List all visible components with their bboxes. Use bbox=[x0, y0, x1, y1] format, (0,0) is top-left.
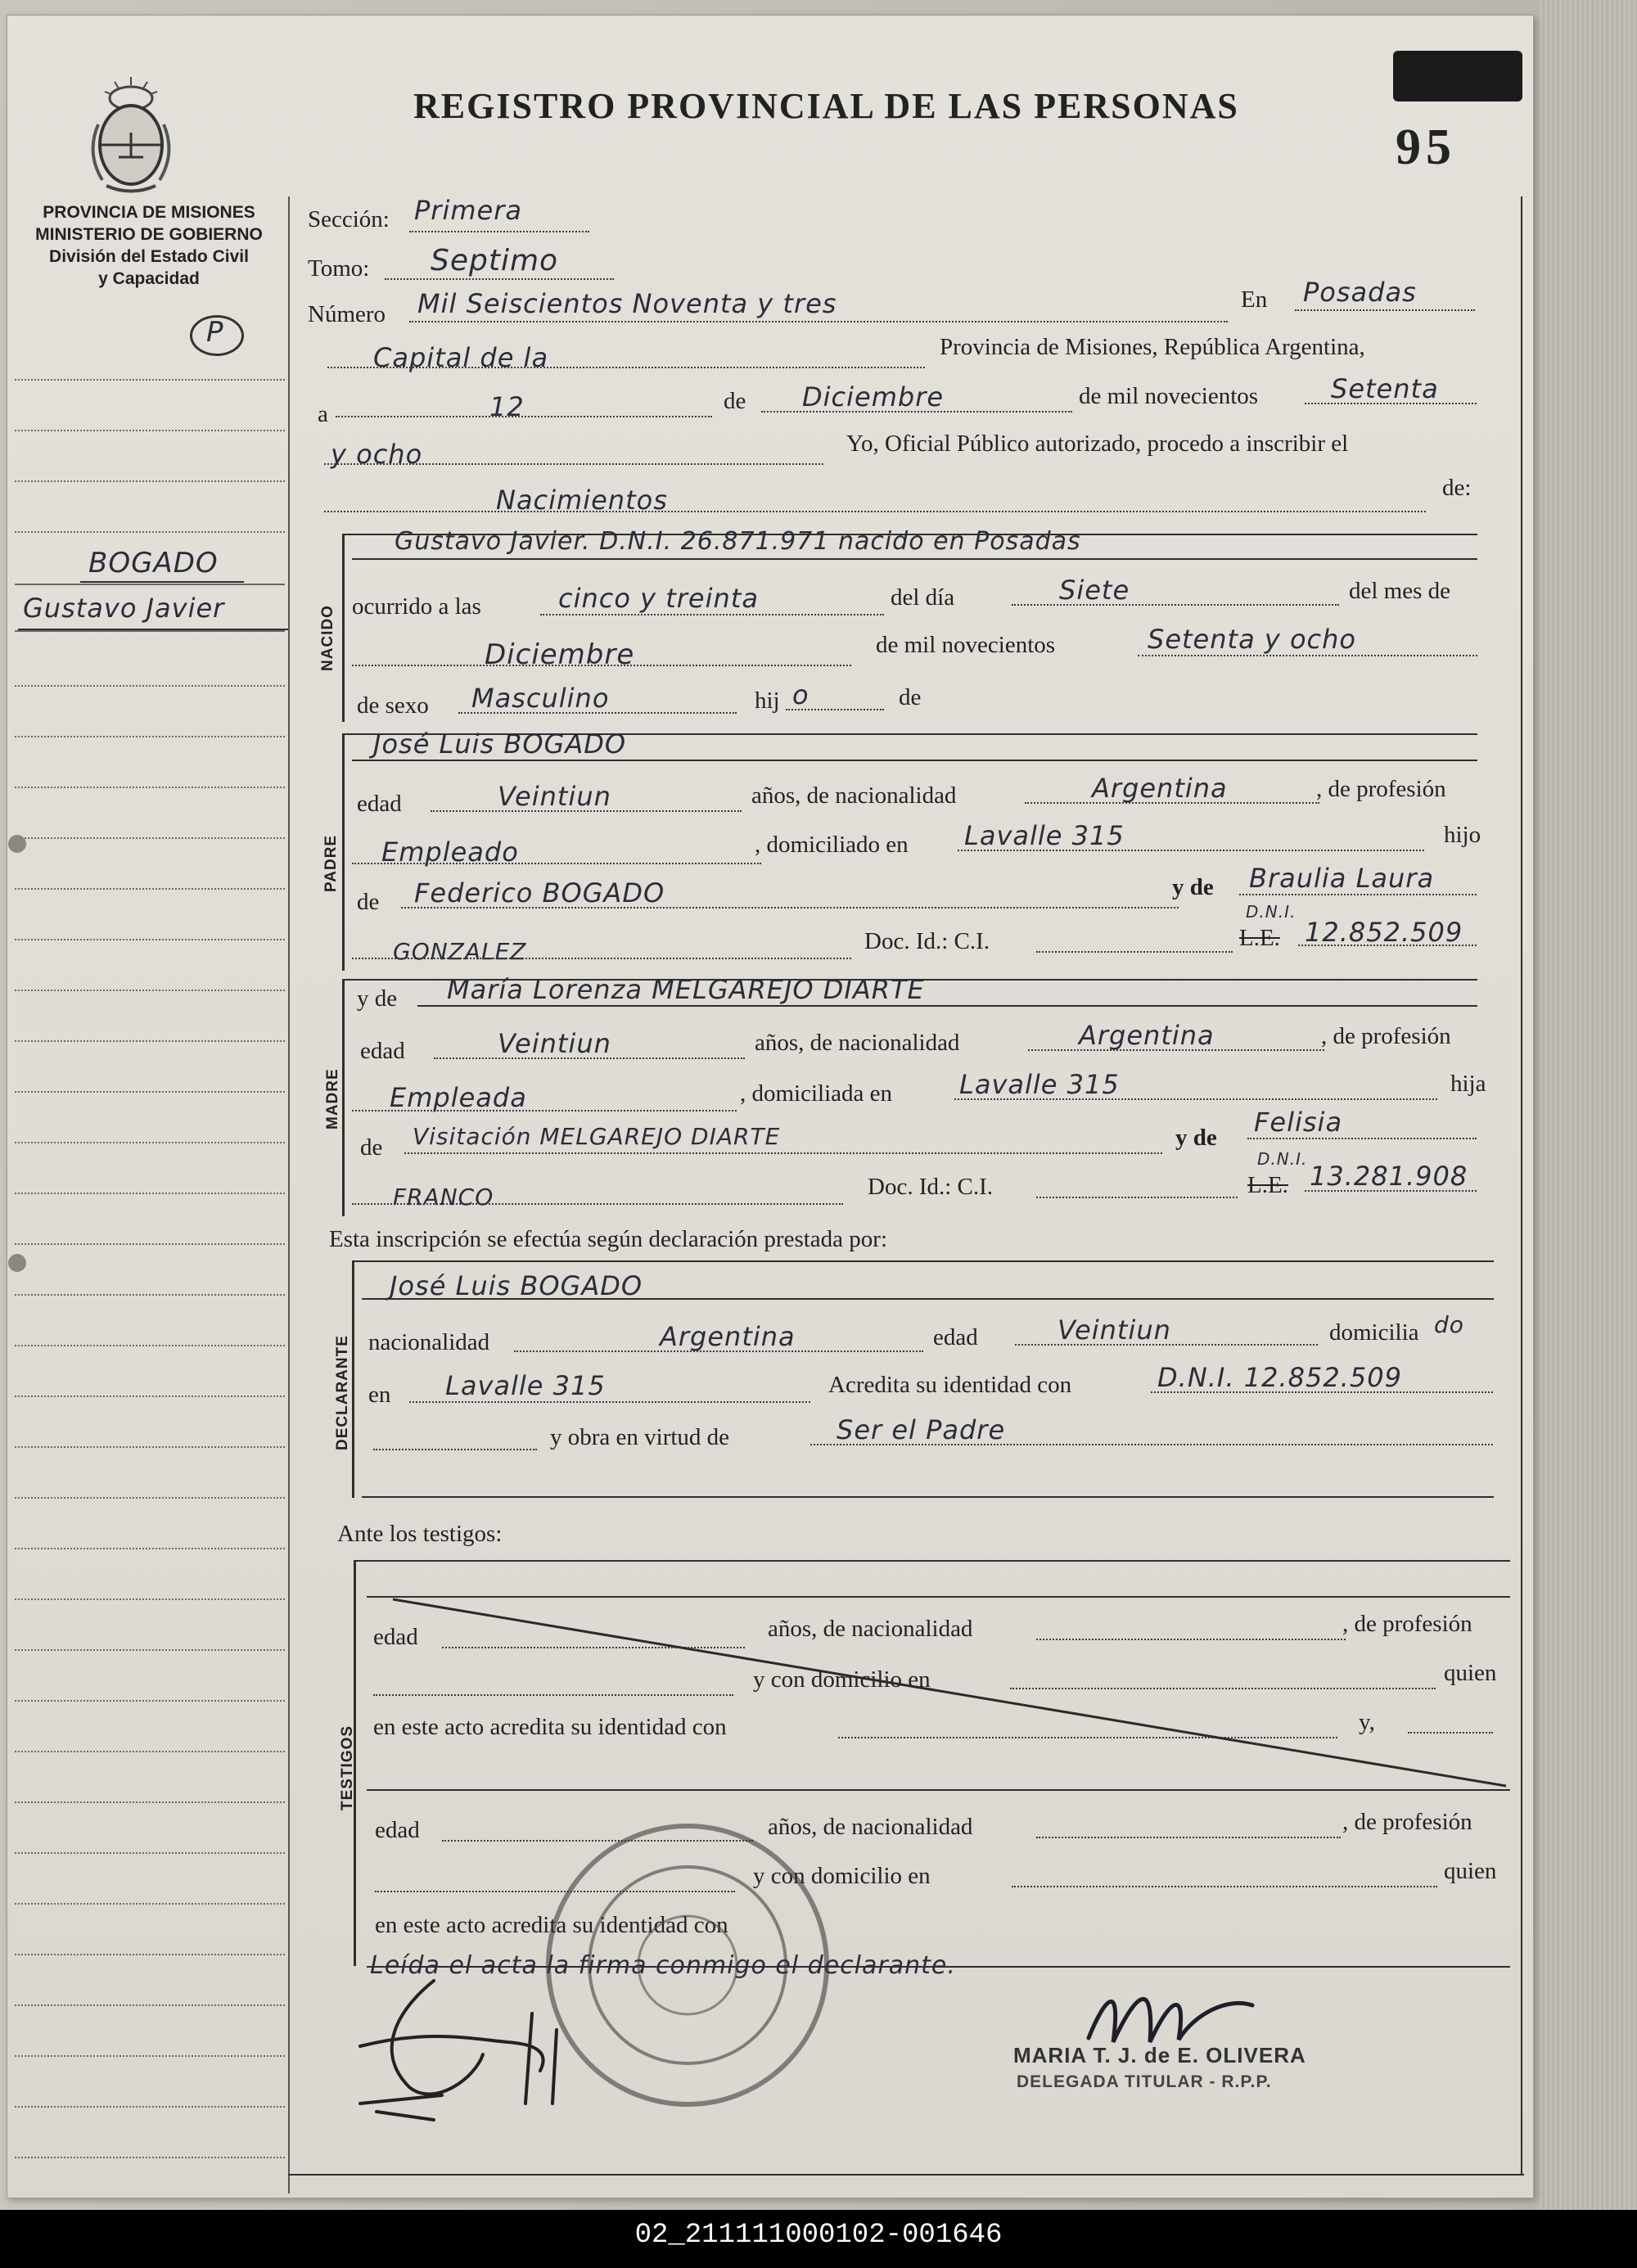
field-line bbox=[352, 558, 1477, 560]
madre-doc-type-new: D.N.I. bbox=[1257, 1149, 1308, 1169]
field-line bbox=[417, 1005, 1477, 1007]
office-line-4: y Capacidad bbox=[98, 269, 200, 288]
madre-yde-label: y de bbox=[357, 985, 398, 1012]
padre-mother-value-cont: GONZALEZ bbox=[393, 938, 527, 965]
padre-dom-value: Lavalle 315 bbox=[964, 820, 1125, 851]
field-line bbox=[1012, 604, 1339, 606]
padre-label: PADRE bbox=[322, 834, 340, 892]
padre-doc-value: 12.852.509 bbox=[1305, 917, 1463, 948]
testigo1-prof-label: , de profesión bbox=[1342, 1611, 1472, 1637]
numero-label: Número bbox=[308, 301, 386, 327]
padre-nac-label: años, de nacionalidad bbox=[751, 782, 957, 809]
madre-prof-value: Empleada bbox=[390, 1082, 527, 1113]
hijo-value: o bbox=[792, 679, 809, 710]
redaction-block bbox=[1393, 51, 1522, 101]
padre-doc-label: Doc. Id.: C.I. bbox=[864, 928, 990, 954]
field-line bbox=[373, 1449, 537, 1450]
declarante-dom-label: domicilia bbox=[1329, 1319, 1419, 1346]
tomo-label: Tomo: bbox=[308, 255, 370, 282]
official-title: DELEGADA TITULAR - R.P.P. bbox=[1017, 2072, 1272, 2091]
field-line bbox=[1151, 1391, 1493, 1393]
testigo2-prof-label: , de profesión bbox=[1342, 1809, 1472, 1835]
padre-bracket bbox=[342, 733, 345, 971]
madre-mother-value-cont: FRANCO bbox=[393, 1184, 494, 1211]
declarante-en-label: en bbox=[368, 1382, 391, 1408]
section-rule bbox=[352, 1260, 1494, 1262]
madre-nac-label: años, de nacionalidad bbox=[755, 1030, 960, 1056]
padre-prof-value: Empleado bbox=[381, 836, 519, 868]
testigo2-edad-label: edad bbox=[375, 1817, 420, 1843]
declarante-nac-value: Argentina bbox=[660, 1321, 796, 1352]
declarante-edad-label: edad bbox=[933, 1324, 978, 1350]
field-line bbox=[1298, 945, 1477, 946]
numero-value: Mil Seiscientos Noventa y tres bbox=[417, 288, 837, 319]
field-line bbox=[1305, 403, 1477, 404]
de-colon-label: de: bbox=[1442, 475, 1472, 501]
testigo2-acto-label: en este acto acredita su identidad con bbox=[375, 1912, 728, 1938]
coat-of-arms-icon bbox=[82, 75, 180, 198]
ocurrido-label: ocurrido a las bbox=[352, 593, 481, 620]
declarante-edad-value: Veintiun bbox=[1058, 1314, 1171, 1346]
testigo1-edad-label: edad bbox=[373, 1624, 418, 1650]
nacido-year-value: Setenta y ocho bbox=[1148, 624, 1356, 655]
madre-edad-value: Veintiun bbox=[498, 1028, 611, 1059]
field-line bbox=[352, 1110, 737, 1111]
declarante-en-value: Lavalle 315 bbox=[445, 1370, 606, 1401]
field-line bbox=[540, 614, 884, 615]
madre-dom-value: Lavalle 315 bbox=[959, 1069, 1120, 1100]
field-line bbox=[352, 665, 851, 666]
day-value: 12 bbox=[489, 391, 525, 422]
field-line bbox=[385, 278, 614, 280]
padre-hijo-label: hijo bbox=[1444, 822, 1481, 848]
field-line bbox=[1015, 1344, 1318, 1346]
madre-doc-value: 13.281.908 bbox=[1310, 1161, 1468, 1192]
field-line bbox=[1305, 1190, 1477, 1192]
page-stack-edge bbox=[1539, 0, 1637, 2210]
field-line bbox=[958, 850, 1424, 851]
testigo1-dom-label: y con domicilio en bbox=[753, 1666, 931, 1693]
field-line bbox=[1295, 309, 1475, 311]
section-rule bbox=[362, 1496, 1494, 1498]
padre-de-label: de bbox=[357, 889, 380, 915]
office-line-3: División del Estado Civil bbox=[49, 247, 249, 266]
padre-doc-type: L.E. bbox=[1239, 925, 1280, 951]
margin-underline bbox=[18, 629, 288, 630]
office-block bbox=[10, 201, 288, 290]
field-line bbox=[434, 1057, 745, 1059]
nacido-de-label: de bbox=[899, 684, 922, 710]
nacido-name-value: Gustavo Javier. D.N.I. 26.871.971 nacido en Posadas bbox=[395, 527, 1081, 556]
page-right-rule bbox=[1521, 196, 1522, 2174]
margin-divider bbox=[288, 196, 290, 2194]
field-line bbox=[1028, 1049, 1324, 1051]
madre-yde2-label: y de bbox=[1175, 1125, 1217, 1151]
office-line-1: PROVINCIA DE MISIONES bbox=[43, 203, 255, 222]
padre-name-value: José Luis BOGADO bbox=[373, 728, 627, 760]
nacido-day-value: Siete bbox=[1059, 575, 1130, 606]
testigo1-acto-label: en este acto acredita su identidad con bbox=[373, 1714, 727, 1740]
en-value: Posadas bbox=[1303, 277, 1417, 308]
field-line bbox=[761, 411, 1072, 413]
cancellation-stroke bbox=[360, 1596, 1514, 1792]
madre-edad-label: edad bbox=[360, 1038, 405, 1064]
padre-prof-label: , de profesión bbox=[1316, 776, 1446, 802]
section-rule bbox=[354, 1560, 1510, 1562]
padre-doc-type-new: D.N.I. bbox=[1246, 902, 1297, 922]
declarante-bracket bbox=[352, 1260, 354, 1498]
declarante-acredita-label: Acredita su identidad con bbox=[828, 1372, 1072, 1398]
field-line bbox=[401, 907, 1179, 909]
field-line bbox=[352, 760, 1477, 761]
hijo-label: hij bbox=[755, 688, 780, 714]
en-label: En bbox=[1241, 286, 1268, 313]
madre-name-value: María Lorenza MELGAREJO DIARTE bbox=[447, 974, 925, 1005]
field-line bbox=[1036, 1197, 1238, 1198]
field-line bbox=[336, 416, 712, 417]
year-value: Setenta bbox=[1331, 373, 1439, 404]
nacido-month-value: Diciembre bbox=[485, 638, 635, 671]
document-title: REGISTRO PROVINCIAL DE LAS PERSONAS bbox=[413, 86, 1239, 126]
madre-doc-type: L.E. bbox=[1247, 1172, 1288, 1198]
scan-file-id: 02_211111000102-001646 bbox=[634, 2220, 1003, 2251]
testigo1-nac-label: años, de nacionalidad bbox=[768, 1616, 973, 1642]
de-label: de bbox=[724, 388, 746, 414]
madre-hija-label: hija bbox=[1450, 1071, 1486, 1097]
declarante-name-value: José Luis BOGADO bbox=[390, 1270, 643, 1301]
declarante-obra-value: Ser el Padre bbox=[837, 1414, 1006, 1445]
padre-edad-label: edad bbox=[357, 791, 402, 817]
padre-edad-value: Veintiun bbox=[498, 781, 611, 812]
declarante-label: DECLARANTE bbox=[334, 1335, 351, 1450]
year-value-cont: y ocho bbox=[331, 439, 423, 470]
month-value: Diciembre bbox=[802, 381, 945, 413]
testigos-label: TESTIGOS bbox=[339, 1725, 356, 1810]
seccion-value: Primera bbox=[414, 195, 522, 226]
field-line bbox=[352, 863, 761, 864]
declarante-nac-label: nacionalidad bbox=[368, 1329, 490, 1355]
nacido-year-label: de mil novecientos bbox=[876, 632, 1056, 658]
field-line bbox=[786, 709, 884, 710]
testigo2-quien-label: quien bbox=[1444, 1858, 1497, 1884]
folio-number: 95 bbox=[1396, 119, 1456, 175]
madre-prof-label: , de profesión bbox=[1321, 1023, 1451, 1049]
madre-nac-value: Argentina bbox=[1079, 1020, 1215, 1051]
margin-underline bbox=[80, 581, 244, 583]
margin-given-name: Gustavo Javier bbox=[23, 593, 225, 624]
field-line bbox=[409, 1401, 810, 1403]
testigo1-quien-label: quien bbox=[1444, 1660, 1497, 1686]
nacido-label: NACIDO bbox=[319, 605, 336, 671]
binding-hole bbox=[8, 835, 26, 853]
act-value: Nacimientos bbox=[496, 485, 668, 516]
oficial-text: Yo, Oficial Público autorizado, procedo a inscribir el bbox=[846, 431, 1349, 457]
field-line bbox=[327, 367, 925, 368]
sexo-label: de sexo bbox=[357, 692, 429, 719]
padre-mother-value: Braulia Laura bbox=[1249, 863, 1435, 894]
field-line bbox=[362, 1298, 1494, 1300]
field-line bbox=[810, 1444, 1493, 1445]
place-value: Capital de la bbox=[373, 342, 549, 373]
padre-nac-value: Argentina bbox=[1092, 773, 1228, 804]
declarante-obra-label: y obra en virtud de bbox=[550, 1424, 730, 1450]
field-line bbox=[324, 463, 823, 465]
testigo2-nac-label: años, de nacionalidad bbox=[768, 1814, 973, 1840]
nacido-bracket bbox=[342, 534, 345, 722]
field-line bbox=[409, 321, 1228, 322]
madre-father-value: Visitación MELGAREJO DIARTE bbox=[413, 1123, 781, 1150]
office-mark-letter: P bbox=[206, 316, 224, 349]
testigo2-dom-label: y con domicilio en bbox=[753, 1863, 931, 1889]
testigo1-y-label: y, bbox=[1359, 1709, 1375, 1735]
field-line bbox=[404, 1152, 1162, 1154]
field-line bbox=[352, 1203, 843, 1205]
margin-surname: BOGADO bbox=[88, 547, 219, 579]
sexo-value: Masculino bbox=[471, 683, 610, 714]
field-line bbox=[954, 1098, 1437, 1100]
field-line bbox=[324, 511, 1426, 512]
madre-mother-value: Felisia bbox=[1254, 1107, 1343, 1138]
padre-dom-label: , domiciliado en bbox=[755, 832, 909, 858]
del-dia-label: del día bbox=[891, 584, 955, 611]
declarante-dom-suffix: do bbox=[1434, 1311, 1464, 1338]
madre-label: MADRE bbox=[324, 1068, 341, 1129]
seccion-label: Sección: bbox=[308, 206, 390, 232]
page-bottom-rule bbox=[288, 2174, 1524, 2176]
field-line bbox=[1036, 951, 1233, 953]
field-line bbox=[409, 231, 589, 232]
field-line bbox=[1138, 655, 1477, 656]
field-line bbox=[1239, 894, 1477, 895]
field-line bbox=[352, 958, 851, 959]
field-line bbox=[1036, 1837, 1341, 1838]
madre-doc-label: Doc. Id.: C.I. bbox=[868, 1174, 994, 1200]
hour-value: cinco y treinta bbox=[558, 583, 759, 614]
field-line bbox=[514, 1350, 923, 1352]
field-line bbox=[1247, 1138, 1477, 1139]
madre-de-label: de bbox=[360, 1134, 383, 1161]
official-name: MARIA T. J. de E. OLIVERA bbox=[1013, 2043, 1306, 2067]
field-line bbox=[431, 810, 742, 812]
office-line-2: MINISTERIO DE GOBIERNO bbox=[35, 225, 263, 244]
provincia-text: Provincia de Misiones, República Argentina, bbox=[940, 334, 1365, 360]
madre-dom-label: , domiciliada en bbox=[740, 1080, 893, 1107]
closing-text: Leída el acta la firma conmigo el declarante. bbox=[370, 1951, 956, 1980]
field-line bbox=[1025, 802, 1319, 804]
a-label: a bbox=[318, 401, 328, 427]
madre-bracket bbox=[342, 979, 345, 1216]
declaracion-intro: Esta inscripción se efectúa según declaración prestada por: bbox=[329, 1226, 888, 1252]
declarante-acredita-value: D.N.I. 12.852.509 bbox=[1157, 1362, 1402, 1393]
del-mes-label: del mes de bbox=[1349, 578, 1451, 604]
field-line bbox=[1012, 1886, 1437, 1887]
declarant-signature bbox=[344, 1964, 622, 2128]
tomo-value: Septimo bbox=[431, 244, 559, 277]
testigos-intro: Ante los testigos: bbox=[337, 1521, 503, 1547]
year-label: de mil novecientos bbox=[1079, 383, 1259, 409]
padre-yde-label: y de bbox=[1172, 874, 1214, 900]
field-line bbox=[458, 712, 737, 714]
padre-father-value: Federico BOGADO bbox=[414, 877, 665, 909]
binding-hole bbox=[8, 1254, 26, 1272]
